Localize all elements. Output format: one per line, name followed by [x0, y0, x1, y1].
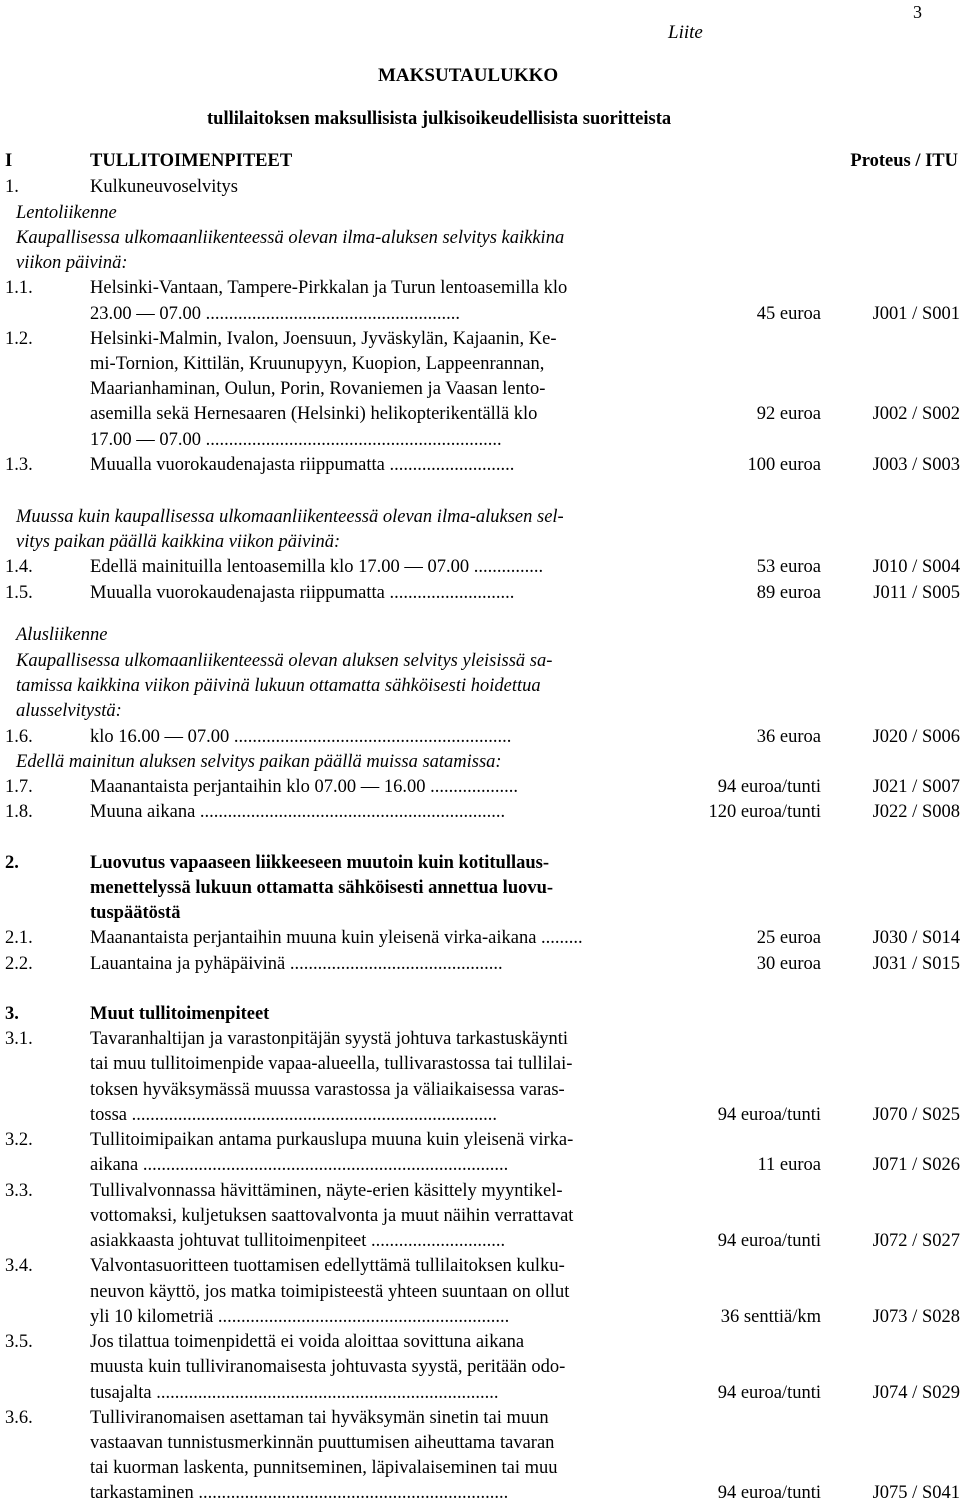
fee-code: J031 / S015 [872, 954, 960, 974]
item-description: Maanantaista perjantaihin klo 07.00 — 16.00 ................... [90, 777, 518, 797]
item-number: 1. [5, 177, 19, 197]
item-number: 2.1. [5, 928, 33, 948]
item-number: 1.3. [5, 455, 33, 475]
item-description: yli 10 kilometriä ............................................................... [90, 1307, 510, 1327]
fee-code: J071 / S026 [872, 1155, 960, 1175]
fee-code: J003 / S003 [872, 455, 960, 475]
item-description: tai muu tullitoimenpide vapaa-alueella, tullivarastossa tai tullilai- [90, 1054, 573, 1074]
fee-code: J021 / S007 [872, 777, 960, 797]
fee-line [0, 876, 960, 901]
fee-line [0, 1153, 960, 1178]
item-number: 2.2. [5, 954, 33, 974]
fee-line [0, 530, 960, 555]
fee-amount: 45 euroa [756, 304, 821, 324]
document-subtitle: tullilaitoksen maksullisista julkisoikeudellisista suoritteista [207, 109, 672, 129]
fee-amount: 11 euroa [757, 1155, 821, 1175]
item-description: tarkastaminen ................................................................... [90, 1483, 509, 1503]
section-roman: I [5, 151, 13, 171]
fee-amount: 30 euroa [756, 954, 821, 974]
item-description: neuvon käyttö, jos matka toimipisteestä yhteen suuntaan on ollut [90, 1282, 570, 1302]
fee-code: J001 / S001 [872, 304, 960, 324]
item-number: 3.2. [5, 1130, 33, 1150]
fee-line [0, 276, 960, 301]
subsection-text: tamissa kaikkina viikon päivinä lukuun ottamatta sähköisesti hoidettua [16, 676, 541, 696]
fee-line [0, 1254, 960, 1279]
subsection-text: Edellä mainitun aluksen selvitys paikan päällä muissa satamissa: [16, 752, 502, 772]
item-number: 1.4. [5, 557, 33, 577]
fee-line [0, 1280, 960, 1305]
fee-amount: 89 euroa [756, 583, 821, 603]
fee-line [0, 725, 960, 750]
item-description: muusta kuin tulliviranomaisesta johtuvasta syystä, peritään odo- [90, 1357, 566, 1377]
fee-amount: 94 euroa/tunti [717, 1483, 821, 1503]
fee-amount: 94 euroa/tunti [717, 1105, 821, 1125]
fee-line [0, 555, 960, 580]
item-description: Tullitoimipaikan antama purkauslupa muuna kuin yleisenä virka- [90, 1130, 574, 1150]
item-description: mi-Tornion, Kittilän, Kruunupyyn, Kuopion, Lappeenrannan, [90, 354, 545, 374]
item-description: Tavaranhaltijan ja varastonpitäjän syystä johtuva tarkastuskäynti [90, 1029, 569, 1049]
fee-line [0, 327, 960, 352]
item-description: aikana ............................................................................... [90, 1155, 509, 1175]
item-description: tossa ............................................................................... [90, 1105, 497, 1125]
fee-line [0, 1456, 960, 1481]
item-number: 1.6. [5, 727, 33, 747]
subsection-text: vitys paikan päällä kaikkina viikon päivinä: [16, 532, 341, 552]
item-description: asiakkaasta johtuvat tullitoimenpiteet ............................. [90, 1231, 506, 1251]
item-description: Muualla vuorokaudenajasta riippumatta ........................... [90, 455, 515, 475]
item-number: 2. [5, 853, 19, 873]
fee-amount: 94 euroa/tunti [717, 1383, 821, 1403]
item-number: 3.1. [5, 1029, 33, 1049]
fee-amount: 100 euroa [747, 455, 821, 475]
item-number: 1.7. [5, 777, 33, 797]
item-description: Luovutus vapaaseen liikkeeseen muutoin kuin kotitullaus- [90, 853, 550, 873]
fee-line [0, 649, 960, 674]
fee-code: J030 / S014 [872, 928, 960, 948]
fee-line [0, 1229, 960, 1254]
document-title: MAKSUTAULUKKO [378, 65, 559, 86]
section-header [0, 149, 960, 174]
fee-line [0, 201, 960, 226]
item-number: 3.6. [5, 1408, 33, 1428]
fee-line [0, 1330, 960, 1355]
fee-line [0, 175, 960, 200]
item-description: menettelyssä lukuun ottamatta sähköisesti annettua luovu- [90, 878, 554, 898]
fee-amount: 36 senttiä/km [720, 1307, 821, 1327]
section-title: TULLITOIMENPITEET [90, 151, 293, 171]
fee-code: J010 / S004 [872, 557, 960, 577]
fee-line [0, 775, 960, 800]
fee-amount: 94 euroa/tunti [717, 1231, 821, 1251]
fee-line [0, 800, 960, 825]
item-number: 1.8. [5, 802, 33, 822]
item-description: Lauantaina ja pyhäpäivinä .............................................. [90, 954, 503, 974]
item-description: tai kuorman laskenta, punnitseminen, läpivalaiseminen tai muu [90, 1458, 558, 1478]
fee-code: J022 / S008 [872, 802, 960, 822]
fee-line [0, 581, 960, 606]
item-description: asemilla sekä Hernesaaren (Helsinki) helikopterikentällä klo [90, 404, 538, 424]
fee-line [0, 750, 960, 775]
item-description: Muualla vuorokaudenajasta riippumatta ........................... [90, 583, 515, 603]
page-number: 3 [913, 2, 922, 22]
item-number: 1.5. [5, 583, 33, 603]
fee-line [0, 901, 960, 926]
fee-code: J011 / S005 [873, 583, 960, 603]
fee-code: J072 / S027 [872, 1231, 960, 1251]
item-description: vastaavan tunnistusmerkinnän puuttumisen aiheuttama tavaran [90, 1433, 555, 1453]
item-description: Maanantaista perjantaihin muuna kuin yleisenä virka-aikana ......... [90, 928, 583, 948]
fee-amount: 36 euroa [756, 727, 821, 747]
subsection-text: Kaupallisessa ulkomaanliikenteessä olevan aluksen selvitys yleisissä sa- [16, 651, 553, 671]
item-description: 17.00 — 07.00 ................................................................ [90, 430, 502, 450]
fee-line [0, 505, 960, 530]
item-description: Kulkuneuvoselvitys [90, 177, 238, 197]
fee-line [0, 674, 960, 699]
fee-line [0, 1406, 960, 1431]
item-description: 23.00 — 07.00 ....................................................... [90, 304, 460, 324]
item-description: vottomaksi, kuljetuksen saattovalvonta ja muut näihin verrattavat [90, 1206, 574, 1226]
fee-code: J002 / S002 [872, 404, 960, 424]
item-description: Muut tullitoimenpiteet [90, 1004, 270, 1024]
fee-amount: 94 euroa/tunti [717, 777, 821, 797]
item-description: Valvontasuoritteen tuottamisen edellyttämä tullilaitoksen kulku- [90, 1256, 565, 1276]
fee-line [0, 1431, 960, 1456]
fee-line [0, 1027, 960, 1052]
subsection-text: viikon päivinä: [16, 253, 128, 273]
fee-line [0, 251, 960, 276]
item-description: Tulliviranomaisen asettaman tai hyväksymän sinetin tai muun [90, 1408, 549, 1428]
item-description: Edellä mainituilla lentoasemilla klo 17.00 — 07.00 ............... [90, 557, 544, 577]
item-number: 3.3. [5, 1181, 33, 1201]
subsection-text: Alusliikenne [16, 625, 108, 645]
subsection-text: alusselvitystä: [16, 701, 122, 721]
fee-line [0, 926, 960, 951]
fee-line [0, 1103, 960, 1128]
item-number: 1.1. [5, 278, 33, 298]
fee-line [0, 1204, 960, 1229]
fee-code: J074 / S029 [872, 1383, 960, 1403]
subsection-text: Kaupallisessa ulkomaanliikenteessä olevan ilma-aluksen selvitys kaikkina [16, 228, 565, 248]
fee-line [0, 402, 960, 427]
item-number: 3.4. [5, 1256, 33, 1276]
appendix-label: Liite [668, 22, 703, 43]
fee-line [0, 1002, 960, 1027]
fee-line [0, 1128, 960, 1153]
item-description: klo 16.00 — 07.00 ............................................................ [90, 727, 512, 747]
item-description: Tullivalvonnassa hävittäminen, näyte-erien käsittely myyntikel- [90, 1181, 563, 1201]
item-description: Muuna aikana .................................................................. [90, 802, 506, 822]
fee-amount: 53 euroa [756, 557, 821, 577]
fee-amount: 25 euroa [756, 928, 821, 948]
item-description: Maarianhaminan, Oulun, Porin, Rovaniemen ja Vaasan lento- [90, 379, 546, 399]
item-description: tuspäätöstä [90, 903, 181, 923]
fee-line [0, 1355, 960, 1380]
item-description: toksen hyväksymässä muussa varastossa ja väliaikaisessa varas- [90, 1080, 565, 1100]
fee-line [0, 1305, 960, 1330]
fee-line [0, 1052, 960, 1077]
fee-line [0, 352, 960, 377]
item-description: Helsinki-Malmin, Ivalon, Joensuun, Jyväskylän, Kajaanin, Ke- [90, 329, 557, 349]
fee-line [0, 1381, 960, 1406]
fee-line [0, 623, 960, 648]
fee-line [0, 952, 960, 977]
fee-line [0, 453, 960, 478]
fee-code: J070 / S025 [872, 1105, 960, 1125]
fee-line [0, 851, 960, 876]
subsection-text: Muussa kuin kaupallisessa ulkomaanliikenteessä olevan ilma-aluksen sel- [16, 507, 564, 527]
item-description: Jos tilattua toimenpidettä ei voida aloittaa sovittuna aikana [90, 1332, 525, 1352]
fee-code: J075 / S041 [872, 1483, 960, 1503]
fee-line [0, 302, 960, 327]
item-number: 1.2. [5, 329, 33, 349]
fee-amount: 92 euroa [756, 404, 821, 424]
fee-amount: 120 euroa/tunti [708, 802, 821, 822]
fee-code: J020 / S006 [872, 727, 960, 747]
item-number: 3.5. [5, 1332, 33, 1352]
code-column-header: Proteus / ITU [850, 151, 958, 171]
fee-line [0, 1481, 960, 1506]
subsection-text: Lentoliikenne [16, 203, 117, 223]
item-description: tusajalta .......................................................................... [90, 1383, 499, 1403]
fee-line [0, 1179, 960, 1204]
fee-line [0, 1078, 960, 1103]
fee-code: J073 / S028 [872, 1307, 960, 1327]
fee-line [0, 699, 960, 724]
fee-line [0, 428, 960, 453]
fee-line [0, 377, 960, 402]
item-description: Helsinki-Vantaan, Tampere-Pirkkalan ja Turun lentoasemilla klo [90, 278, 568, 298]
fee-line [0, 226, 960, 251]
item-number: 3. [5, 1004, 19, 1024]
